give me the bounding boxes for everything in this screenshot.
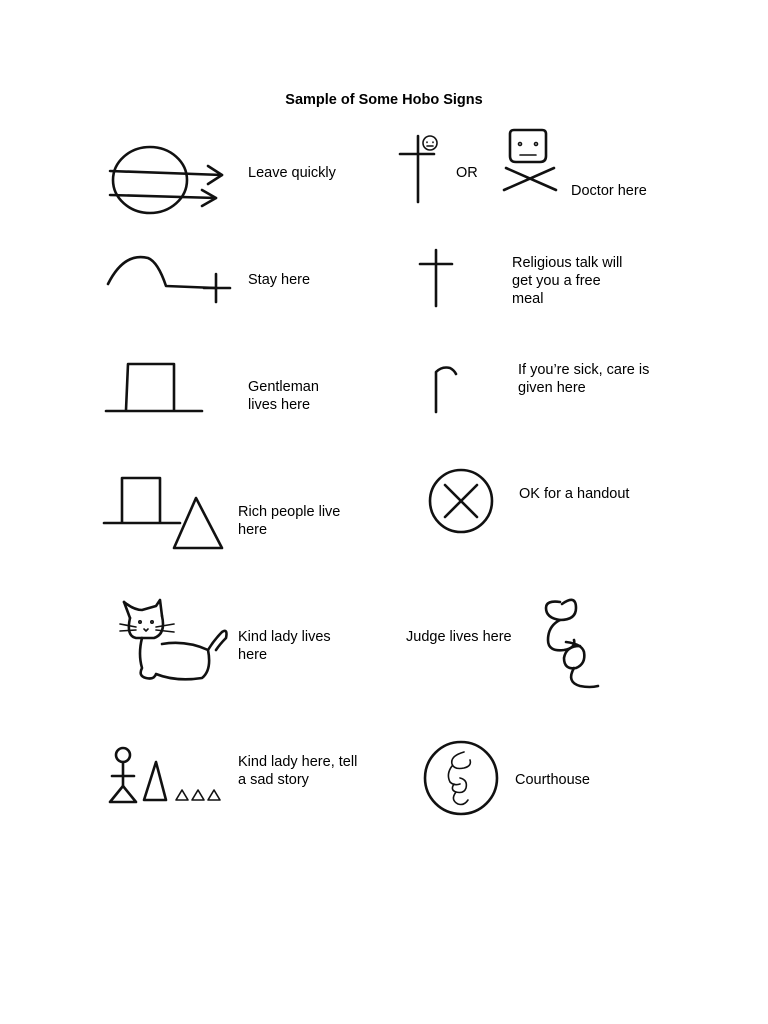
cross-icon xyxy=(414,246,458,310)
sign-label-sad-story: Kind lady here, tell a sad story xyxy=(238,754,358,788)
cat-icon xyxy=(116,596,232,692)
sign-label-doctor-here: Doctor here xyxy=(571,183,647,199)
top-hat-and-triangle-icon xyxy=(102,472,228,554)
sign-label-stay-here: Stay here xyxy=(248,272,311,288)
top-hat-icon xyxy=(102,360,208,416)
sign-label-kind-lady: Kind lady lives here xyxy=(238,629,331,663)
page-title: Sample of Some Hobo Signs xyxy=(285,92,483,108)
sign-label-religious-talk: Religious talk will get you a free meal xyxy=(512,255,623,307)
sign-label-courthouse: Courthouse xyxy=(515,772,590,788)
or-label: OR xyxy=(456,165,478,181)
sign-label-gentleman: Gentleman lives here xyxy=(248,379,319,413)
hump-line-icon xyxy=(104,254,234,306)
circled-x-icon xyxy=(426,466,496,536)
sign-label-judge: Judge lives here xyxy=(406,629,512,645)
sign-label-leave-quickly: Leave quickly xyxy=(248,165,336,181)
circled-loop-icon xyxy=(420,738,502,820)
hooked-line-icon xyxy=(426,364,466,416)
skull-and-crossbones-icon xyxy=(500,128,564,196)
stick-figure-and-triangles-icon xyxy=(104,744,226,808)
cross-with-face-icon xyxy=(398,130,444,206)
circle-with-arrows-icon xyxy=(104,140,234,220)
double-loop-icon xyxy=(536,590,608,694)
sign-label-sick-care: If you’re sick, care is given here xyxy=(518,362,650,396)
sign-label-handout: OK for a handout xyxy=(519,486,630,502)
sign-label-rich-people: Rich people live here xyxy=(238,504,341,538)
